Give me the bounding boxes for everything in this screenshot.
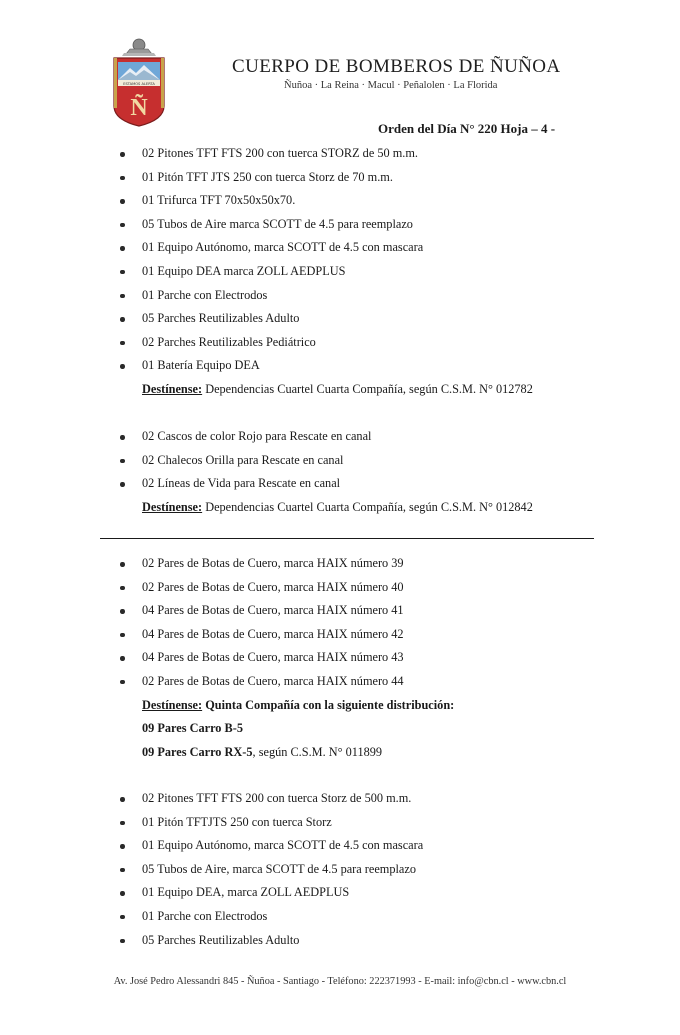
bullet-icon (120, 562, 125, 567)
list-item: 05 Parches Reutilizables Adulto (0, 307, 680, 331)
items-list-3 (0, 552, 680, 694)
list-item: 02 Pitones TFT FTS 200 con tuerca Storz de 500 m.m. (0, 787, 680, 811)
list-item: 05 Tubos de Aire marca SCOTT de 4.5 para reemplazo (0, 213, 680, 237)
bullet-icon (120, 797, 125, 802)
items-section-3 (0, 552, 680, 764)
list-item: 04 Pares de Botas de Cuero, marca HAIX número 42 (0, 623, 680, 647)
list-item: 01 Pitón TFT JTS 250 con tuerca Storz de 70 m.m. (0, 166, 680, 190)
page-footer: Av. José Pedro Alessandri 845 - Ñuñoa - Santiago - Teléfono: 222371993 - E-mail: info@cbn.cl - www.cbn.cl (113, 976, 567, 987)
bullet-icon (120, 586, 125, 591)
list-item: 01 Equipo DEA marca ZOLL AEDPLUS (0, 260, 680, 284)
bullet-icon (120, 364, 125, 369)
bullet-icon (120, 891, 125, 896)
bullet-icon (120, 459, 125, 464)
bullet-icon (120, 609, 125, 614)
list-item: 01 Batería Equipo DEA (0, 354, 680, 378)
items-list-2 (0, 425, 680, 496)
items-section-4 (0, 787, 680, 952)
items-list-4 (0, 787, 680, 952)
bullet-icon (120, 294, 125, 299)
destination-text: Dependencias Cuartel Cuarta Compañía, según C.S.M. N° 012842 (202, 499, 533, 514)
section-divider (100, 538, 594, 539)
bullet-icon (120, 939, 125, 944)
bullet-icon (120, 223, 125, 228)
list-item: 05 Parches Reutilizables Adulto (0, 929, 680, 953)
list-item: 02 Pares de Botas de Cuero, marca HAIX número 39 (0, 552, 680, 576)
list-item: 01 Parche con Electrodos (0, 905, 680, 929)
organization-title: CUERPO DE BOMBEROS DE ÑUÑOA (232, 56, 561, 77)
list-item: 02 Cascos de color Rojo para Rescate en canal (0, 425, 680, 449)
crest-logo (108, 36, 170, 128)
bullet-icon (120, 633, 125, 638)
destination-line-2 (0, 496, 680, 520)
bullet-icon (120, 176, 125, 181)
bullet-icon (120, 844, 125, 849)
organization-communes: Ñuñoa · La Reina · Macul · Peñalolen · La Florida (284, 80, 498, 91)
bullet-icon (120, 152, 125, 157)
list-item: 01 Parche con Electrodos (0, 284, 680, 308)
bullet-icon (120, 868, 125, 873)
list-item: 02 Parches Reutilizables Pediátrico (0, 331, 680, 355)
bullet-icon (120, 246, 125, 251)
destination-label: Destínense: (142, 697, 203, 712)
destination-text: Quinta Compañía con la siguiente distribución: (202, 697, 455, 712)
distribution-reference: , según C.S.M. N° 011899 (252, 744, 383, 759)
destination-line-3 (0, 694, 680, 718)
distribution-line-2 (0, 741, 680, 765)
bullet-icon (120, 680, 125, 685)
bullet-icon (120, 199, 125, 204)
bullet-icon (120, 317, 125, 322)
list-item: 01 Equipo Autónomo, marca SCOTT de 4.5 con mascara (0, 236, 680, 260)
bullet-icon (120, 341, 125, 346)
list-item: 01 Pitón TFTJTS 250 con tuerca Storz (0, 811, 680, 835)
list-item: 02 Pares de Botas de Cuero, marca HAIX número 44 (0, 670, 680, 694)
destination-label: Destínense: (142, 381, 203, 396)
items-section-2 (0, 425, 680, 519)
list-item: 05 Tubos de Aire, marca SCOTT de 4.5 para reemplazo (0, 858, 680, 882)
list-item: 01 Equipo Autónomo, marca SCOTT de 4.5 con mascara (0, 834, 680, 858)
destination-line-1 (0, 378, 680, 402)
items-section-1 (0, 142, 680, 402)
order-page-reference: Orden del Día N° 220 Hoja – 4 - (378, 121, 556, 136)
bullet-icon (120, 915, 125, 920)
list-item: 04 Pares de Botas de Cuero, marca HAIX número 41 (0, 599, 680, 623)
bullet-icon (120, 482, 125, 487)
items-list-1 (0, 142, 680, 378)
list-item: 02 Pares de Botas de Cuero, marca HAIX número 40 (0, 576, 680, 600)
destination-text: Dependencias Cuartel Cuarta Compañía, según C.S.M. N° 012782 (202, 381, 533, 396)
distribution-line-1: 09 Pares Carro B-5 (142, 721, 243, 736)
crest-letter: Ñ (130, 95, 148, 121)
list-item: 02 Líneas de Vida para Rescate en canal (0, 472, 680, 496)
list-item: 01 Equipo DEA, marca ZOLL AEDPLUS (0, 881, 680, 905)
bullet-icon (120, 656, 125, 661)
bullet-icon (120, 821, 125, 826)
list-item: 04 Pares de Botas de Cuero, marca HAIX número 43 (0, 646, 680, 670)
bullet-icon (120, 270, 125, 275)
distribution-vehicle: 09 Pares Carro RX-5 (142, 744, 253, 759)
bullet-icon (120, 435, 125, 440)
crest-motto: ESTAMOS ALERTA (123, 81, 155, 86)
list-item: 02 Chalecos Orilla para Rescate en canal (0, 449, 680, 473)
list-item: 02 Pitones TFT FTS 200 con tuerca STORZ de 50 m.m. (0, 142, 680, 166)
destination-label: Destínense: (142, 499, 203, 514)
list-item: 01 Trifurca TFT 70x50x50x70. (0, 189, 680, 213)
